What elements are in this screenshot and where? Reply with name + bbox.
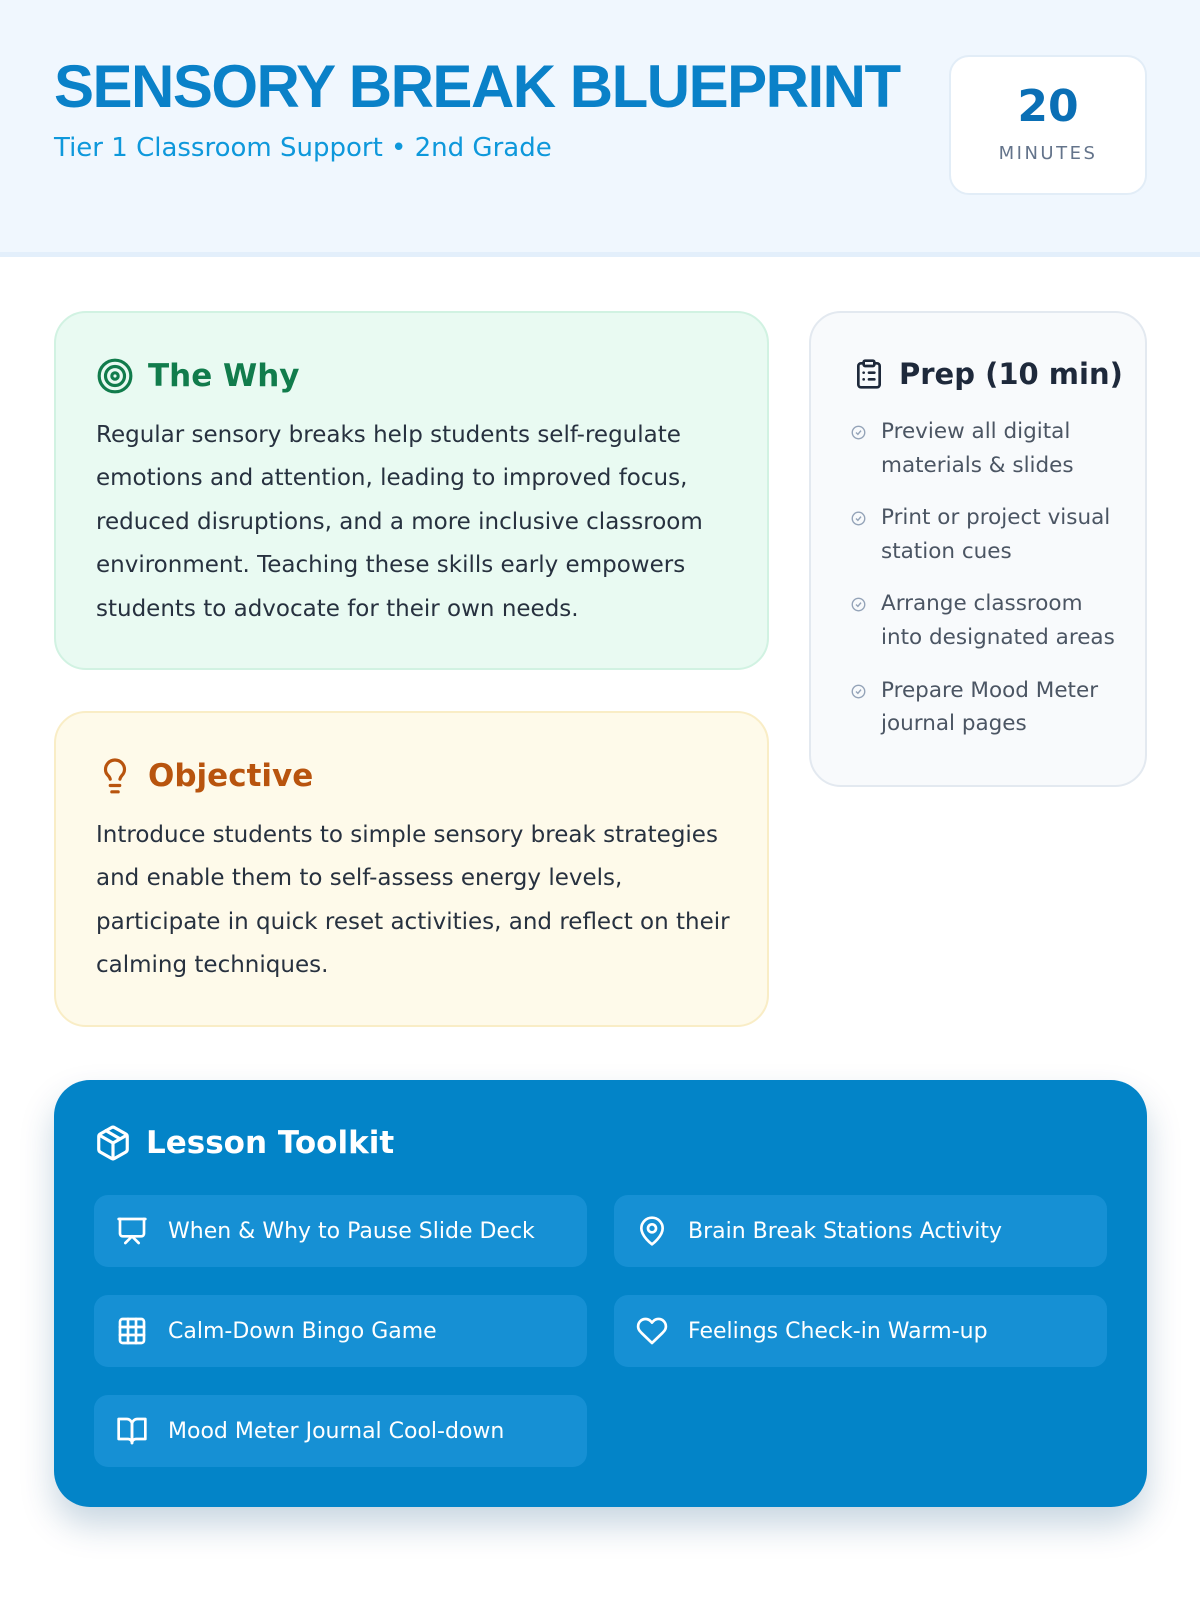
toolkit-item-label: Feelings Check-in Warm-up — [688, 1318, 988, 1344]
prep-item-text: Prepare Mood Meter journal pages — [881, 677, 1099, 737]
toolkit-item-label: When & Why to Pause Slide Deck — [168, 1218, 535, 1244]
toolkit-header — [94, 1124, 394, 1162]
toolkit-item-label: Mood Meter Journal Cool-down — [168, 1418, 505, 1444]
duration-unit: MINUTES — [998, 143, 1098, 164]
prep-item — [851, 501, 1121, 568]
clipboard-icon — [853, 358, 885, 390]
toolkit-item-slide-deck[interactable] — [94, 1195, 587, 1267]
check-circle-icon — [851, 511, 866, 526]
prep-item — [851, 415, 1121, 482]
objective-header — [96, 757, 313, 795]
toolkit-item-bingo-game[interactable] — [94, 1295, 587, 1367]
prep-card — [809, 311, 1147, 787]
map-pin-icon — [636, 1215, 668, 1247]
objective-body: Introduce students to simple sensory break strategies and enable them to self-assess energy levels, participate in quick reset activities, and reflect on their calming techniques. — [96, 822, 730, 979]
prep-heading: Prep (10 min) — [899, 357, 1123, 391]
check-circle-icon — [851, 597, 866, 612]
grid-icon — [116, 1315, 148, 1347]
page-header — [0, 0, 1200, 257]
lesson-toolkit — [54, 1080, 1147, 1507]
why-card — [54, 311, 769, 670]
prep-header — [853, 357, 1123, 391]
prep-item-text: Arrange classroom into designated areas — [881, 591, 1115, 650]
toolkit-heading: Lesson Toolkit — [146, 1125, 395, 1161]
why-body: Regular sensory breaks help students self-regulate emotions and attention, leading to improved focus, reduced disruptions, and a more inclusive classroom environment. Teaching these skills early empowers students to advocate for their own needs. — [96, 422, 703, 622]
presentation-icon — [116, 1215, 148, 1247]
toolkit-item-journal-cooldown[interactable] — [94, 1395, 587, 1467]
package-icon — [94, 1124, 132, 1162]
book-open-icon — [116, 1415, 148, 1447]
objective-heading: Objective — [148, 758, 314, 794]
prep-item — [851, 587, 1121, 654]
why-heading: The Why — [148, 358, 300, 394]
toolkit-item-stations-activity[interactable] — [614, 1195, 1107, 1267]
objective-card — [54, 711, 769, 1027]
toolkit-item-label: Calm-Down Bingo Game — [168, 1318, 437, 1344]
toolkit-item-feelings-warmup[interactable] — [614, 1295, 1107, 1367]
check-circle-icon — [851, 425, 866, 440]
toolkit-item-label: Brain Break Stations Activity — [688, 1218, 1003, 1244]
page-subtitle: Tier 1 Classroom Support • 2nd Grade — [54, 133, 552, 163]
prep-item — [851, 674, 1121, 741]
check-circle-icon — [851, 684, 866, 699]
heart-icon — [636, 1315, 668, 1347]
prep-item-text: Print or project visual station cues — [881, 505, 1111, 564]
page-title: SENSORY BREAK BLUEPRINT — [54, 53, 900, 120]
lightbulb-icon — [96, 757, 134, 795]
duration-badge — [949, 55, 1147, 195]
prep-list — [851, 415, 1121, 760]
duration-value: 20 — [1017, 81, 1079, 132]
why-header — [96, 357, 300, 395]
prep-item-text: Preview all digital materials & slides — [881, 419, 1074, 478]
target-icon — [96, 357, 134, 395]
